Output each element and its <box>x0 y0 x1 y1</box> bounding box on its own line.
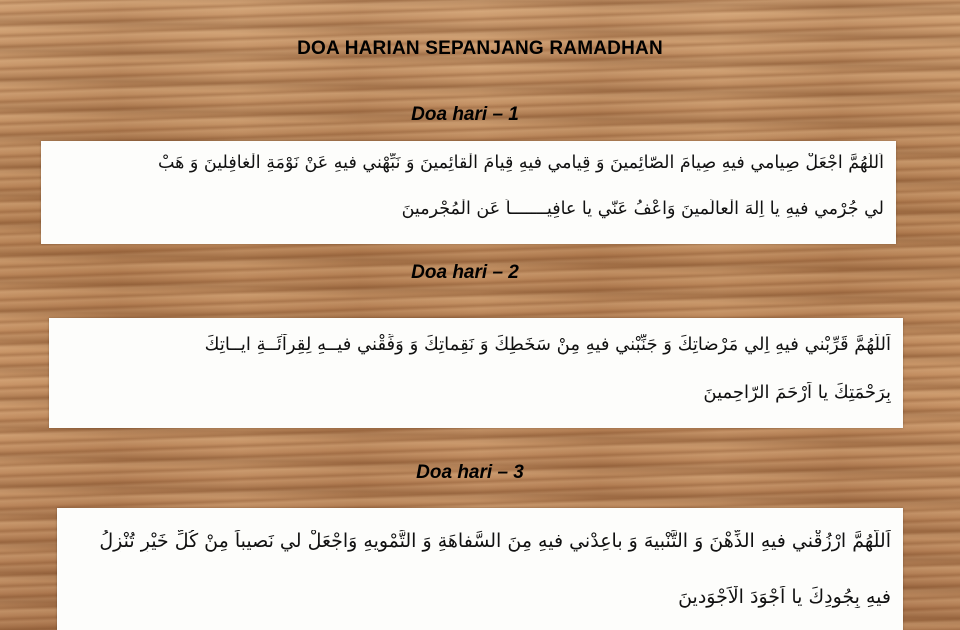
day-3-prayer-card <box>57 508 903 630</box>
day-2-prayer-line-2: بِرَحْمَتِكَ يا اَرْحَمَ الرّاحِمينَ <box>703 382 891 403</box>
page-title: DOA HARIAN SEPANJANG RAMADHAN <box>297 38 663 59</box>
day-2-prayer-card <box>49 318 903 428</box>
day-1-heading: Doa hari – 1 <box>411 104 519 125</box>
day-2-heading: Doa hari – 2 <box>411 262 519 283</box>
day-1-prayer-line-1: اَللّهُمَّ اجْعَلْ صِيامي فيهِ صِيامَ الصّائِمينَ وَ قِيامي فيهِ قِيامَ الْقائِمينَ وَ نَبِّهْني فيهِ عَنْ نَوْمَةِ الْغافِلينَ وَ هَبْ <box>157 153 884 173</box>
day-1-prayer-line-2: لي جُرْمي فيهِ يا اِلهَ الْعالَمينَ وَاعْفُ عَنّي يا عافِيـــــــاً عَنِ الْمُجْرِمينَ <box>401 199 884 219</box>
day-2-prayer-line-1: اَللّهُمَّ قَرِّبْني فيهِ اِلي مَرْضاتِكَ وَ جَنِّبْني فيهِ مِنْ سَخَطِكَ وَ نَقِماتِكَ وَ وَفِّقْني فيــهِ لِقِرآئَــةِ ايــاتِكَ <box>204 334 891 355</box>
day-3-heading: Doa hari – 3 <box>416 462 524 483</box>
day-3-prayer-line-1: اَللّهُمَّ ارْزُقْني فيهِ الذِّهْنَ وَ التَّنْبيهَ وَ باعِدْني فيهِ مِنَ السَّفاهَةِ وَ التَّمْويهِ وَاجْعَلْ لي نَصيباً مِنْ كُلِّ خَيْرٍ تُنْزِلُ <box>99 530 891 552</box>
day-3-prayer-line-2: فيهِ بِجُودِكَ يا اَجْوَدَ الْاَجْوَدينَ <box>678 586 891 608</box>
day-1-prayer-card <box>41 141 896 244</box>
